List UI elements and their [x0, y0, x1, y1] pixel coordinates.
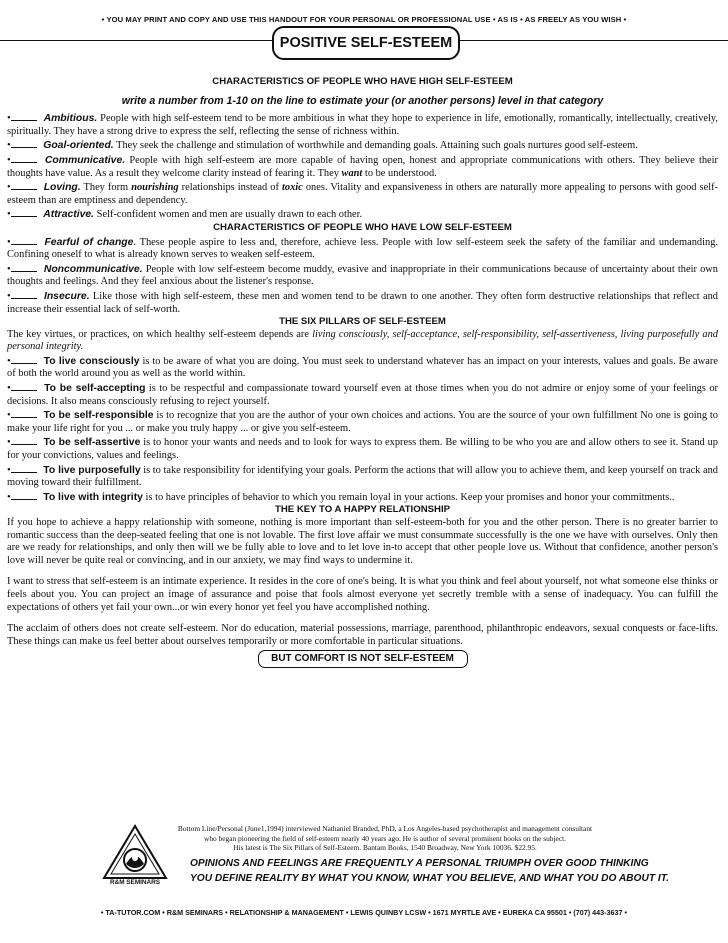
rating-blank[interactable]: [11, 153, 37, 163]
rating-blank[interactable]: [11, 435, 37, 445]
slogan: OPINIONS AND FEELINGS ARE FREQUENTLY A PERSONAL TRIUMPH OVER GOOD THINKING YOU DEFINE REALITY BY WHAT YOU KNOW, WHAT YOU BELIEVE, AND WHAT YOU DO ABOUT IT.: [190, 858, 670, 884]
pillars-intro: The key virtues, or practices, on which healthy self-esteem depends are living consciously, self-acceptance, self-responsibility, self-assertiveness, living purposefully and personal integrity.: [7, 328, 718, 353]
list-item: • Noncommunicative. People with low self-esteem become muddy, evasive and inappropriate in their communications because of uncertainty about their own thoughts and feelings. And they feel anxious about the listener's response.: [7, 263, 718, 288]
list-item: • To be self-accepting is to be respectful and compassionate toward yourself even at those times when you do not admire or enjoy some of your feelings or decisions. It also means consciously refusing to reject yourself.: [7, 383, 718, 407]
page-title: POSITIVE SELF-ESTEEM: [272, 26, 460, 60]
rating-blank[interactable]: [11, 138, 37, 148]
key-paragraph: The acclaim of others does not create self-esteem. Nor do education, material possessions, marriage, parenthood, philanthropic endeavors, sexual conquests or face-lifts. These things can make us feel better about ourselves temporarily or more comfortable in particular situations.: [7, 623, 718, 647]
rating-blank[interactable]: [11, 235, 37, 245]
list-item: • To be self-responsible is to recognize that you are the author of your own choices and actions. You are the source of your own fulfillment No one is going to make your life right for you ... or make you truly happy ... or give you self-esteem.: [7, 410, 718, 434]
rating-blank[interactable]: [11, 490, 37, 500]
instruction-text: write a number from 1-10 on the line to estimate your (or another persons) level in that category: [121, 94, 604, 107]
rating-blank[interactable]: [11, 381, 37, 391]
list-item: • To live purposefully is to take responsibility for identifying your goals. Perform the actions that will allow you to achieve them, and keep yourself on track and moving toward their fulfillment.: [7, 464, 718, 489]
key-paragraph: If you hope to achieve a happy relationship with someone, nothing is more important than self-esteem-both for you and the other person. There is no greater barrier to romantic success than the deep-seated feeling that one is not lovable. The first love affair we must consummate successfully is the one we have with ourselves. Only then are we ready for relationships, and only then will we be fully able to love and to let love in-to accept that other people love us. Without that confidence, another person's love will never be quite real or convincing, and in our anxiety, we may find ways to undermine it.: [7, 517, 718, 566]
rating-blank[interactable]: [11, 262, 37, 272]
list-item: • To live with integrity is to have principles of behavior to which you remain loyal in your actions. Keep your promises and honor your commitments..: [7, 491, 675, 503]
list-item: • To live consciously is to be aware of what you are doing. You must seek to understand whatever has an impact on your interests, values and goals. Be aware of both the world around you as well as the world within.: [7, 355, 718, 380]
rating-blank[interactable]: [11, 408, 37, 418]
list-item: • Goal-oriented. They seek the challenge and stimulation of worthwhile and demanding goals. Attaining such goals nurtures good self-esteem.: [7, 140, 638, 152]
paragraph-gap: [7, 567, 718, 576]
high-esteem-heading: CHARACTERISTICS OF PEOPLE WHO HAVE HIGH SELF-ESTEEM: [212, 76, 513, 87]
rating-blank[interactable]: [11, 463, 37, 473]
callout-box: BUT COMFORT IS NOT SELF-ESTEEM: [258, 650, 468, 668]
list-item: • Loving. They form nourishing relationships instead of toxic ones. Vitality and expansiveness in others are naturally more appealing to persons with good self-esteem than are emptiness and dependency.: [7, 182, 719, 206]
document-body: [7, 76, 718, 672]
logo-label: R&M SEMINARS: [109, 879, 161, 886]
list-item: • Attractive. Self-confident women and men are usually drawn to each other.: [7, 209, 363, 221]
usage-notice: • YOU MAY PRINT AND COPY AND USE THIS HANDOUT FOR YOUR PERSONAL OR PROFESSIONAL USE • AS IS • AS FREELY AS YOU WISH •: [101, 15, 627, 24]
rating-blank[interactable]: [11, 180, 37, 190]
list-item: • Ambitious. People with high self-esteem tend to be more ambitious in what they hope to experience in life, emotionally, romantically, intellectually, creatively, spiritually. They have a strong drive to express the self, reflecting the sense of richness within.: [7, 113, 718, 137]
list-item: • Communicative. People with high self-esteem are more capable of having open, honest and appropriate communications with others. They believe their thoughts have value. As a result they welcome clarity instead of fearing it. They want to be understood.: [7, 154, 718, 179]
title-rule-left: [0, 40, 272, 41]
key-heading: THE KEY TO A HAPPY RELATIONSHIP: [274, 504, 451, 516]
list-item: • Fearful of change. These people aspire to less and, therefore, achieve less. People with low self-esteem seek the safety of the familiar and undemanding. Confining oneself to what is already known serves to weaken self-esteem.: [7, 236, 718, 261]
list-item: • To be self-assertive is to honor your wants and needs and to look for ways to express them. Be willing to be who you are and allow others to see it. Stand up for your convictions, values and feelings.: [7, 437, 718, 462]
rating-blank[interactable]: [11, 289, 37, 299]
rating-blank[interactable]: [11, 111, 37, 121]
rating-blank[interactable]: [11, 354, 37, 364]
paragraph-gap: [7, 614, 718, 623]
title-rule-right: [458, 40, 728, 41]
low-esteem-heading: CHARACTERISTICS OF PEOPLE WHO HAVE LOW SELF-ESTEEM: [213, 221, 512, 233]
list-item: • Insecure. Like those with high self-esteem, these men and women tend to be drawn to one another. They often form destructive relationships that reflect and increase their essential lack of self-worth.: [7, 290, 718, 315]
rating-blank[interactable]: [11, 207, 37, 217]
key-paragraph: I want to stress that self-esteem is an intimate experience. It resides in the core of one's being. It is what you think and feel about yourself, not what someone else thinks or feels about you. You can project an image of assurance and poise that fools almost everyone yet secretly tremble with a sense of inadequacy. You can fulfill the expectations of others yet fail your own...or win every honor yet feel you have accomplished nothing.: [7, 576, 718, 613]
footer-contact: • TA-TUTOR.COM • R&M SEMINARS • RELATIONSHIP & MANAGEMENT • LEWIS QUINBY LCSW • 1671 MYRTLE AVE • EUREKA CA 95501 • (707) 443-3637 •: [100, 908, 628, 917]
citation: Bottom Line/Personal (June1,1994) interviewed Nathaniel Branded, PhD, a Los Angeles-based psychotherapist and management consultant who began pioneering the field of self-esteem nearly 40 years ago. He is author of several prominent books on the subject. His latest is The Six Pillars of Self-Esteem. Bantam Books, 1540 Broadway, New York 10036. $22.95.: [177, 824, 593, 853]
six-pillars-heading: THE SIX PILLARS OF SELF-ESTEEM: [279, 316, 446, 328]
